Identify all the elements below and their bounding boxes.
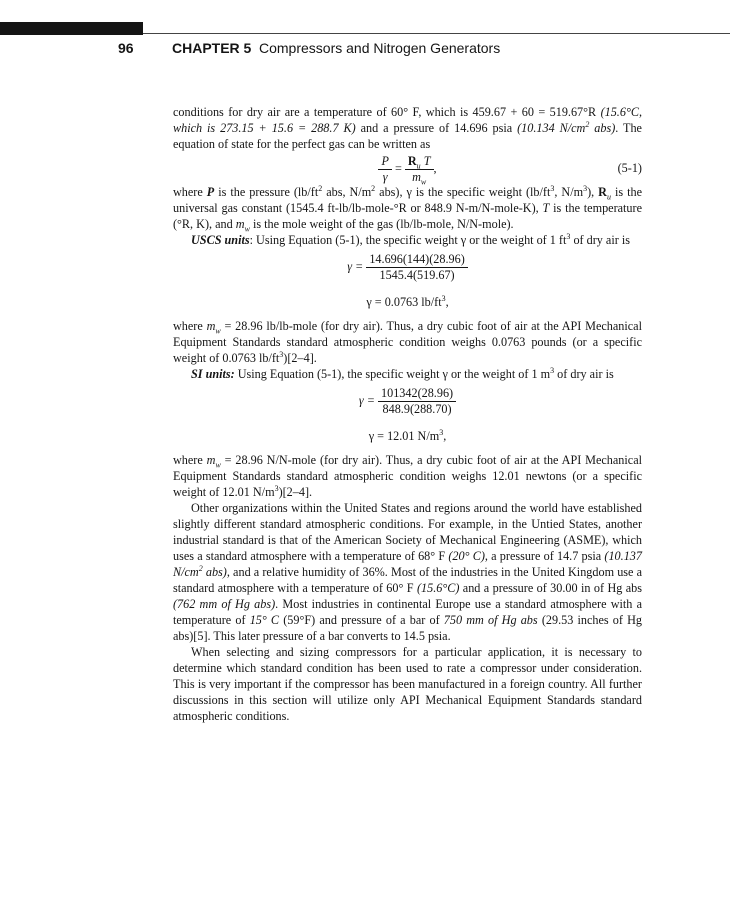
header-bar xyxy=(0,22,143,35)
paragraph-8: When selecting and sizing compressors for a particular application, it is necessary to determine which standard condition has been used to rate a compressor under consideration. This is very important if the compressor has been manufactured in a foreign country. All further discussions in this section will utilize only API Mechanical Equipment Standards standard atmospheric conditions. xyxy=(173,645,642,723)
paragraph-1: conditions for dry air are a temperature of 60° F, which is 459.67 + 60 = 519.67°R (15.6°C, which is 273.15 + 15.6 = 288.7 K) and a pressure of 14.696 psia (10.134 $N/cm^2$ abs). The equation of state for the perfect gas can be written as xyxy=(173,105,642,151)
equation-uscs-result: γ = 0.0763 $lb/ft^3$, xyxy=(366,293,449,309)
paragraph-2: where P is the pressure ($lb/ft^2$ abs, $N/m^2$ abs), γ is the specific weight ($lb/ft^3$, $N/m^3$), $R_u$ is the universal gas constant (1545.4 ft-lb/lb-mole-°R or 848.9 N-m/N-mole-K), T is the temperature (°R, K), and $m_w$ is the mole weight of the gas (lb/lb-mole, N/N-mole). xyxy=(173,183,642,234)
equation-si: γ = $\frac{101342(28.96)}{848.9(288.70)}$ xyxy=(173,386,642,424)
paragraph-uscs: USCS units: Using Equation (5-1), the specific weight γ or the weight of 1 $ft^3$ of dry air is xyxy=(191,231,630,247)
paragraph-si: SI units: Using Equation (5-1), the specific weight γ or the weight of 1 $m^3$ of dry air is xyxy=(191,365,614,381)
equation-5-1: $\frac{P}{\gamma}$ = $\frac{R_u T}{m_w}$ , (5-1) xyxy=(173,154,642,184)
paragraph-4: where $m_w = 28.96$ lb/lb-mole (for dry air). Thus, a dry cubic foot of air at the API Mechanical Equipment Standards standard atmospheric condition weighs 0.0763 pounds (or a specific weight of 0.0763 $lb/ft^3)[2-4]$. xyxy=(173,319,642,365)
page-body xyxy=(173,104,642,724)
equation-uscs: γ = $\frac{14.696(144)(28.96)}{1545.4(519.67)}$ xyxy=(173,252,642,290)
paragraph-6: where $m_w = 28.96$ N/N-mole (for dry air). Thus, a dry cubic foot of air at the API Mechanical Equipment Standards standard atmospheric condition weighs 12.01 newtons (or a specific weight of 12.01 $N/m^3)[2-4]$. xyxy=(173,453,642,499)
chapter-title: Compressors and Nitrogen Generators xyxy=(259,40,501,56)
paragraph-7: Other organizations within the United States and regions around the world have established slightly different standard atmospheric conditions. For example, in the Untied States, another industrial standard is that of the American Society of Mechanical Engineering (ASME), which uses a standard atmosphere with a temperature of 68° F (20° C), a pressure of 14.7 psia (10.137 $N/cm^2$ abs), and a relative humidity of 36%. Most of the industries in the United Kingdom use a standard atmosphere with a temperature of 60° F (15.6°C) and a pressure of 30.00 in of Hg abs (762 mm of Hg abs). Most industries in continental Europe use a standard atmosphere with a temperature of 15° C (59°F) and pressure of a bar of 750 mm of Hg abs (29.53 inches of Hg abs)[5]. This later pressure of a bar converts to 14.5 psia. xyxy=(173,501,642,643)
header-rule xyxy=(143,33,730,34)
eq51-rhs: $\frac{R_u T}{m_w}$ xyxy=(405,154,434,185)
equation-number: (5-1) xyxy=(617,161,642,175)
chapter-label: CHAPTER 5 xyxy=(172,40,252,56)
page-number: 96 xyxy=(118,40,134,56)
eq51-lhs: $\frac{P}{\gamma}$ xyxy=(378,154,391,185)
equation-si-result: γ = 12.01 $N/m^3$, xyxy=(368,427,447,443)
